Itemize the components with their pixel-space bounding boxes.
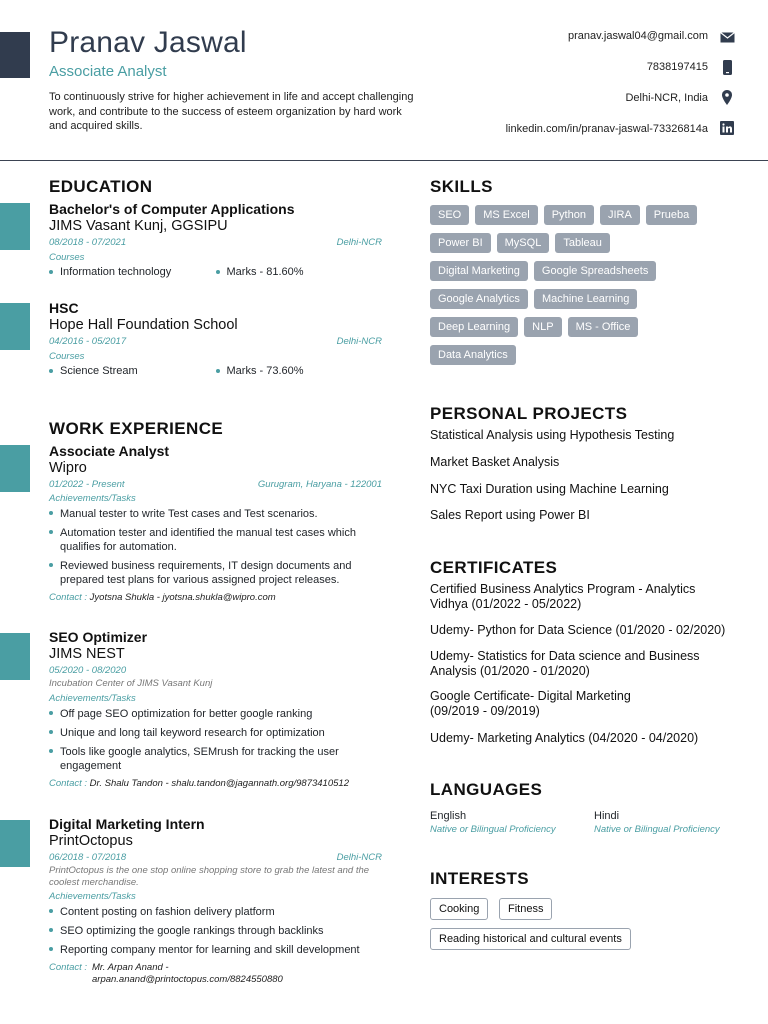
skill-tag: JIRA (600, 205, 640, 225)
task-item: Content posting on fashion delivery platform (49, 905, 382, 919)
course-item: Information technology (60, 266, 172, 278)
skill-tag: SEO (430, 205, 469, 225)
work-marker (0, 445, 30, 492)
education-location: Delhi-NCR (336, 336, 382, 347)
candidate-role: Associate Analyst (49, 63, 167, 80)
projects-heading: PERSONAL PROJECTS (430, 404, 628, 423)
degree-title: HSC (49, 300, 79, 316)
job-role: Digital Marketing Intern (49, 816, 205, 832)
education-location: Delhi-NCR (336, 237, 382, 248)
work-item (49, 816, 382, 986)
task-item: Manual tester to write Test cases and Test scenarios. (49, 507, 382, 521)
project-item: Statistical Analysis using Hypothesis Testing (430, 428, 675, 442)
language-name: Hindi (594, 810, 620, 822)
tasks-label: Achievements/Tasks (49, 891, 136, 902)
marks-item: Marks - 81.60% (226, 266, 304, 278)
job-dates: 05/2020 - 08/2020 (49, 665, 127, 676)
courses-label: Courses (49, 351, 85, 362)
education-item (49, 201, 382, 278)
certificate-item: Google Certificate- Digital Marketing (09/2019 - 09/2019) (430, 689, 631, 718)
job-contact: Contact : Jyotsna Shukla - jyotsna.shukla@wipro.com (49, 592, 276, 603)
task-item: SEO optimizing the google rankings through backlinks (49, 924, 382, 938)
phone-icon (719, 60, 735, 74)
company-description: Incubation Center of JIMS Vasant Kunj (49, 678, 213, 689)
skill-tag: Power BI (430, 233, 491, 253)
interests-heading: INTERESTS (430, 869, 530, 888)
work-marker (0, 633, 30, 680)
skills-heading: SKILLS (430, 177, 493, 196)
certificate-item: Udemy- Statistics for Data science and Business Analysis (01/2020 - 01/2020) (430, 649, 700, 678)
header-accent-block (0, 32, 30, 78)
skill-tag: MS - Office (568, 317, 639, 337)
location-text: Delhi-NCR, India (625, 92, 708, 104)
language-name: English (430, 810, 467, 822)
skill-tag: Digital Marketing (430, 261, 528, 281)
certificate-item: Udemy- Marketing Analytics (04/2020 - 04/2020) (430, 731, 699, 745)
skills-list (430, 205, 740, 373)
job-role: SEO Optimizer (49, 629, 148, 645)
school-name: Hope Hall Foundation School (49, 317, 238, 333)
project-item: NYC Taxi Duration using Machine Learning (430, 482, 669, 496)
tasks-label: Achievements/Tasks (49, 692, 136, 704)
email-link[interactable]: pranav.jaswal04@gmail.com (568, 30, 708, 42)
phone-text: 7838197415 (646, 61, 708, 73)
work-heading: WORK EXPERIENCE (49, 419, 224, 438)
job-contact: Contact : Dr. Shalu Tandon - shalu.tandon@jagannath.org/9873410512 (49, 777, 349, 789)
skill-tag: Machine Learning (534, 289, 637, 309)
candidate-name: Pranav Jaswal (49, 26, 247, 59)
education-marker (0, 203, 30, 250)
education-dates: 04/2016 - 05/2017 (49, 336, 127, 347)
certificates-heading: CERTIFICATES (430, 558, 558, 577)
skill-tag: Deep Learning (430, 317, 518, 337)
language-level: Native or Bilingual Proficiency (430, 824, 556, 835)
education-heading: EDUCATION (49, 177, 153, 196)
skill-tag: MySQL (497, 233, 550, 253)
education-marker (0, 303, 30, 350)
linkedin-link[interactable]: linkedin.com/in/pranav-jaswal-73326814a (505, 123, 708, 135)
email-icon (719, 30, 735, 44)
skill-tag: Tableau (555, 233, 610, 253)
company-name: JIMS NEST (49, 646, 125, 662)
objective-text: To continuously strive for higher achievement in life and accept challenging work, and contribute to the success of esteem organization by hard work and acquired skills. (49, 91, 414, 132)
tasks-label: Achievements/Tasks (49, 493, 136, 504)
language-item (594, 810, 720, 835)
certificate-item: Udemy- Python for Data Science (01/2020 - 02/2020) (430, 623, 726, 637)
job-dates: 06/2018 - 07/2018 (49, 852, 127, 863)
certificate-item: Certified Business Analytics Program - Analytics Vidhya (01/2022 - 05/2022) (430, 582, 696, 611)
skill-tag: Google Spreadsheets (534, 261, 656, 281)
task-item: Tools like google analytics, SEMrush for tracking the user engagement (49, 745, 382, 773)
interest-tag: Cooking (430, 898, 488, 920)
language-item (430, 810, 556, 835)
task-item: Unique and long tail keyword research for optimization (49, 726, 382, 740)
course-item: Science Stream (60, 365, 138, 377)
interest-tag: Fitness (499, 898, 552, 920)
company-name: Wipro (49, 460, 87, 476)
education-item (49, 300, 382, 377)
company-description: PrintOctopus is the one stop online shopping store to grab the latest and the coolest merchandise. (49, 865, 370, 888)
languages-heading: LANGUAGES (430, 780, 543, 799)
school-name: JIMS Vasant Kunj, GGSIPU (49, 218, 228, 234)
linkedin-icon (719, 121, 735, 135)
company-name: PrintOctopus (49, 833, 133, 849)
job-role: Associate Analyst (49, 443, 170, 459)
skill-tag: Google Analytics (430, 289, 528, 309)
work-marker (0, 820, 30, 867)
interest-tag: Reading historical and cultural events (430, 928, 631, 950)
skill-tag: Prueba (646, 205, 697, 225)
skill-tag: NLP (524, 317, 561, 337)
skill-tag: MS Excel (475, 205, 537, 225)
task-item: Reviewed business requirements, IT design documents and prepared test plans for various assigned project releases. (49, 559, 382, 587)
work-item (49, 443, 382, 604)
task-item: Off page SEO optimization for better google ranking (49, 707, 382, 721)
job-dates: 01/2022 - Present (49, 479, 125, 490)
header-divider (0, 160, 768, 161)
skill-tag: Data Analytics (430, 345, 516, 365)
marks-item: Marks - 73.60% (226, 365, 304, 377)
job-location: Delhi-NCR (336, 852, 382, 863)
degree-title: Bachelor's of Computer Applications (49, 201, 295, 217)
language-level: Native or Bilingual Proficiency (594, 824, 720, 835)
job-contact: Contact : Mr. Arpan Anand - arpan.anand@printoctopus.com/8824550880 (49, 962, 283, 985)
task-item: Automation tester and identified the manual test cases which qualifies for automation. (49, 526, 382, 554)
project-item: Sales Report using Power BI (430, 508, 590, 522)
skill-tag: Python (544, 205, 594, 225)
work-item (49, 629, 382, 790)
job-location: Gurugram, Haryana - 122001 (257, 479, 382, 490)
task-item: Reporting company mentor for learning and skill development (49, 943, 382, 957)
project-item: Market Basket Analysis (430, 455, 560, 469)
education-dates: 08/2018 - 07/2021 (49, 237, 127, 248)
location-pin-icon (719, 90, 735, 104)
courses-label: Courses (49, 252, 85, 263)
